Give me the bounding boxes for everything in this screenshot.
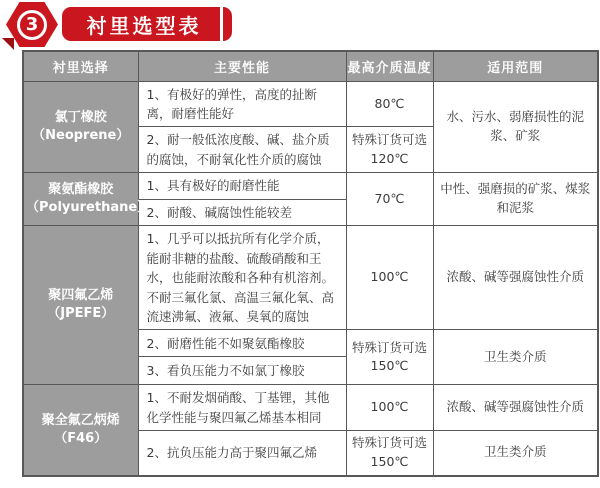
column-header-lining: 衬里选择	[23, 51, 138, 81]
section-title-banner	[62, 7, 232, 41]
material-cell-polyurethane	[23, 173, 151, 226]
temp-note: 特殊订货可选	[351, 435, 427, 450]
temperature-cell	[346, 330, 433, 385]
performance-cell: 1、有极好的弹性，高度的扯断离，耐磨性能好	[138, 81, 346, 127]
badge-fold-decoration	[2, 38, 14, 50]
material-name-en: （Neoprene）	[32, 127, 130, 143]
table-row	[23, 385, 598, 431]
banner-divider-line	[220, 7, 223, 41]
material-name: 氯丁橡胶	[54, 109, 107, 125]
performance-cell: 1、几乎可以抵抗所有化学介质，能耐非糖的盐酸、硫酸硝酸和王水，也能耐浓酸和各种有机溶剂。不耐三氟化氯、高温三氟化氧、高流速沸氟、液氟、臭氧的腐蚀	[138, 226, 346, 330]
column-header-max-temp: 最高介质温度	[346, 51, 433, 81]
table-row	[23, 226, 598, 330]
application-cell: 中性、强磨损的矿浆、煤浆和泥浆	[433, 173, 598, 226]
material-name: 聚四氟乙烯	[48, 288, 114, 304]
material-name: 聚氨酯橡胶	[48, 182, 114, 197]
material-name-en: （F46）	[54, 430, 108, 446]
column-header-application: 适用范围	[433, 51, 598, 81]
application-cell: 浓酸、碱等强腐蚀性介质	[433, 226, 598, 330]
temperature-cell: 70℃	[346, 173, 433, 226]
temp-note: 特殊订货可选	[351, 131, 427, 147]
temp-note: 特殊订货可选	[351, 339, 427, 355]
table-row	[23, 81, 598, 127]
application-cell: 水、污水、弱磨损性的泥浆、矿浆	[433, 81, 598, 173]
badge-number: 3	[25, 14, 39, 35]
column-header-performance: 主要性能	[138, 51, 346, 81]
temperature-cell	[346, 127, 433, 173]
material-name: 聚全氟乙炳烯	[41, 412, 120, 428]
performance-cell: 2、耐酸、碱腐蚀性能较差	[138, 200, 346, 226]
application-cell: 卫生类介质	[433, 330, 598, 385]
performance-cell: 1、不耐发烟硝酸、丁基锂，其他化学性能与聚四氟乙烯基本相同	[138, 385, 346, 431]
table-row	[23, 173, 598, 200]
badge-circle	[17, 10, 47, 40]
performance-cell: 3、看负压能力不如氯丁橡胶	[138, 357, 346, 385]
performance-cell: 2、耐磨性能不如聚氨酯橡胶	[138, 330, 346, 357]
application-cell: 浓酸、碱等强腐蚀性介质	[433, 385, 598, 431]
performance-cell: 1、具有极好的耐磨性能	[138, 173, 346, 200]
material-name-en: （Polyurethane）	[26, 200, 151, 216]
section-badge	[6, 2, 58, 50]
temperature-cell: 100℃	[346, 226, 433, 330]
temp-value: 150℃	[370, 453, 409, 469]
temp-value: 150℃	[370, 358, 409, 374]
material-cell-neoprene	[23, 81, 138, 173]
material-name-en: （JPEFE）	[47, 306, 115, 322]
performance-cell: 2、抗负压能力高于聚四氟乙烯	[138, 431, 346, 476]
table-header-row	[23, 51, 598, 81]
lining-selection-table	[22, 50, 599, 477]
temperature-cell	[346, 431, 433, 476]
page-title: 衬里选型表	[86, 13, 202, 38]
temperature-cell: 100℃	[346, 385, 433, 431]
material-cell-f46	[23, 385, 138, 476]
performance-cell: 2、耐一般低浓度酸、碱、盐介质的腐蚀，不耐氧化性介质的腐蚀	[138, 127, 346, 173]
temp-value: 120℃	[370, 150, 409, 166]
material-cell-jpefe	[23, 226, 138, 385]
application-cell: 卫生类介质	[433, 431, 598, 476]
temperature-cell: 80℃	[346, 81, 433, 127]
